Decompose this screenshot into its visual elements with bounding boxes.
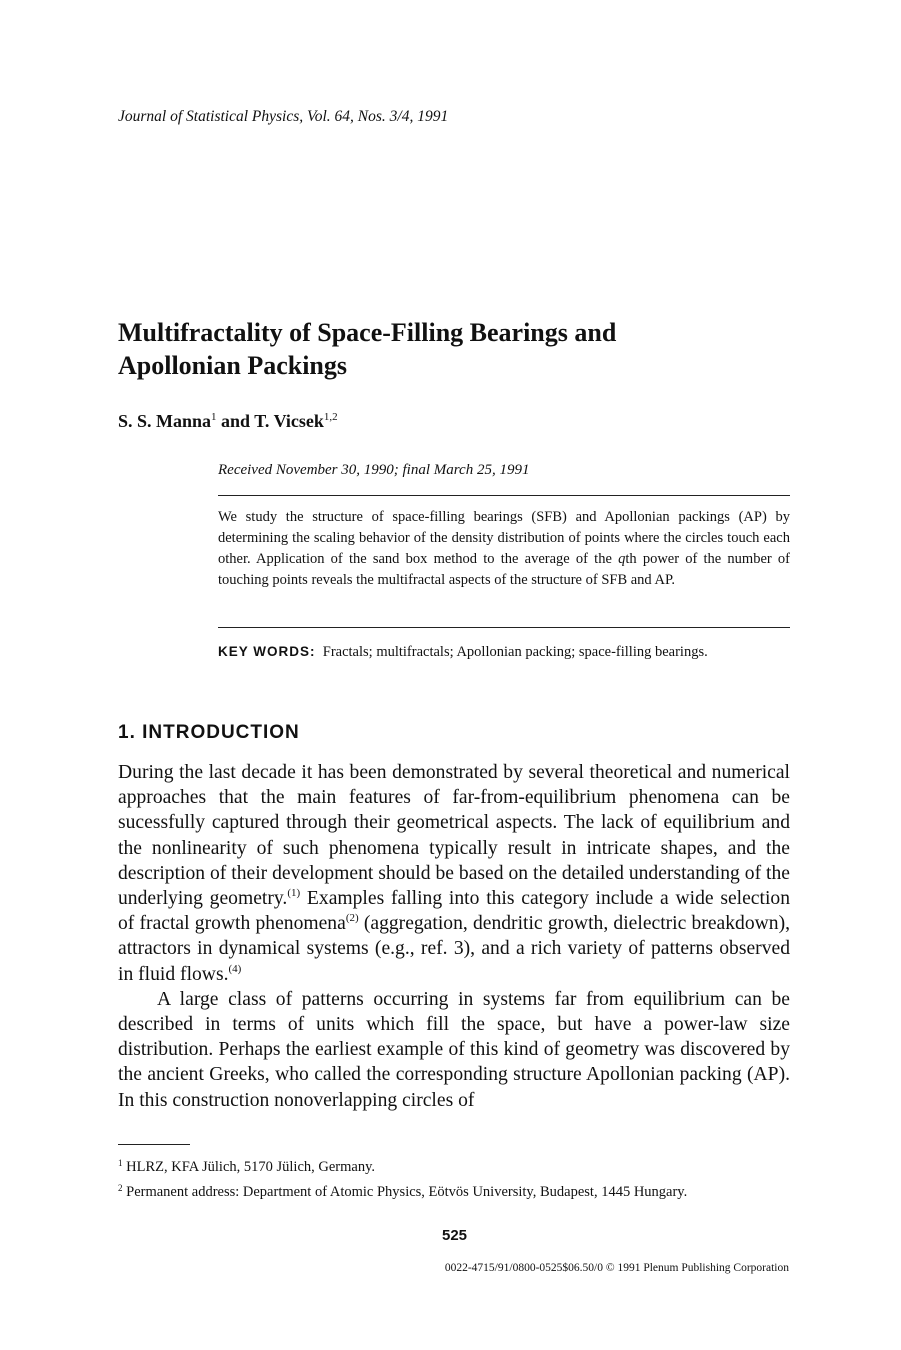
title-line-2: Apollonian Packings <box>118 351 348 380</box>
citation-ref-1: (1) <box>287 887 301 900</box>
author-1-name: S. S. Manna <box>118 411 212 431</box>
abstract-q-symbol: q <box>618 551 626 567</box>
abstract-text-part-2: th power of the number of touching points reveals the multifractal aspects of the structure of SFB and AP. <box>218 551 790 588</box>
footnote-2 <box>118 1178 790 1203</box>
introduction-body <box>118 760 790 1113</box>
page-number: 525 <box>441 1227 468 1244</box>
author-1-affiliation-mark: 1 <box>211 411 217 423</box>
footnote-2-text: Permanent address: Department of Atomic Physics, Eötvös University, Budapest, 1445 Hungary. <box>126 1184 688 1200</box>
intro-p1-part-c: (aggregation, dendritic growth, dielectric breakdown), attractors in dynamical systems (e.g., ref. 3), and a rich variety of patterns observed in fluid flows. <box>118 913 791 985</box>
received-dates: Received November 30, 1990; final March 25, 1991 <box>218 462 530 478</box>
footnotes <box>118 1153 790 1203</box>
abstract-bottom-rule <box>218 627 790 628</box>
footnote-rule <box>118 1144 190 1145</box>
author-joiner: and <box>216 411 255 431</box>
author-2-affiliation-mark: 1,2 <box>323 411 338 423</box>
intro-paragraph-2: A large class of patterns occurring in systems far from equilibrium can be described in terms of units which fill the space, but have a power-law size distribution. Perhaps the earliest example of this kind of geometry was discovered by the ancient Greeks, who called the corresponding structure Apollonian packing (AP). In this construction nonoverlapping circles of <box>118 988 790 1111</box>
intro-p1-part-b: Examples falling into this category include a wide selection of fractal growth phenomena <box>118 888 790 935</box>
keywords <box>218 641 790 663</box>
section-heading: 1. INTRODUCTION <box>118 722 300 743</box>
footnote-1 <box>118 1153 790 1178</box>
citation-ref-4: (4) <box>228 962 242 975</box>
title-line-1: Multifractality of Space-Filling Bearings and <box>118 318 617 347</box>
author-2-name: T. Vicsek <box>254 411 324 431</box>
keywords-text: Fractals; multifractals; Apollonian packing; space-filling bearings. <box>322 644 708 660</box>
footnote-1-text: HLRZ, KFA Jülich, 5170 Jülich, Germany. <box>126 1159 376 1175</box>
copyright-line: 0022-4715/91/0800-0525$06.50/0 © 1991 Plenum Publishing Corporation <box>444 1262 789 1274</box>
keywords-label: KEY WORDS: <box>218 644 316 659</box>
abstract-top-rule <box>218 495 790 496</box>
journal-citation: Journal of Statistical Physics, Vol. 64, Nos. 3/4, 1991 <box>118 108 449 125</box>
abstract-text-part-1: We study the structure of space-filling bearings (SFB) and Apollonian packings (AP) by determining the scaling behavior of the density distribution of points where the circles touch each other. Application of the sand box method to the average of the <box>218 509 790 567</box>
paper-title <box>118 316 798 382</box>
footnote-1-mark: 1 <box>118 1158 123 1168</box>
citation-ref-2: (2) <box>345 912 359 925</box>
abstract <box>218 507 790 591</box>
intro-paragraph-1 <box>118 760 790 987</box>
intro-p1-part-a: During the last decade it has been demonstrated by several theoretical and numerical approaches that the main features of far-from-equilibrium phenomena can be sucessfully captured through their geometrical aspects. The lack of equilibrium and the nonlinearity of such phenomena typically result in intricate shapes, and the description of their development should be based on the detailed understanding of the underlying geometry. <box>118 762 790 910</box>
footnote-2-mark: 2 <box>118 1183 123 1193</box>
author-list <box>118 411 338 432</box>
